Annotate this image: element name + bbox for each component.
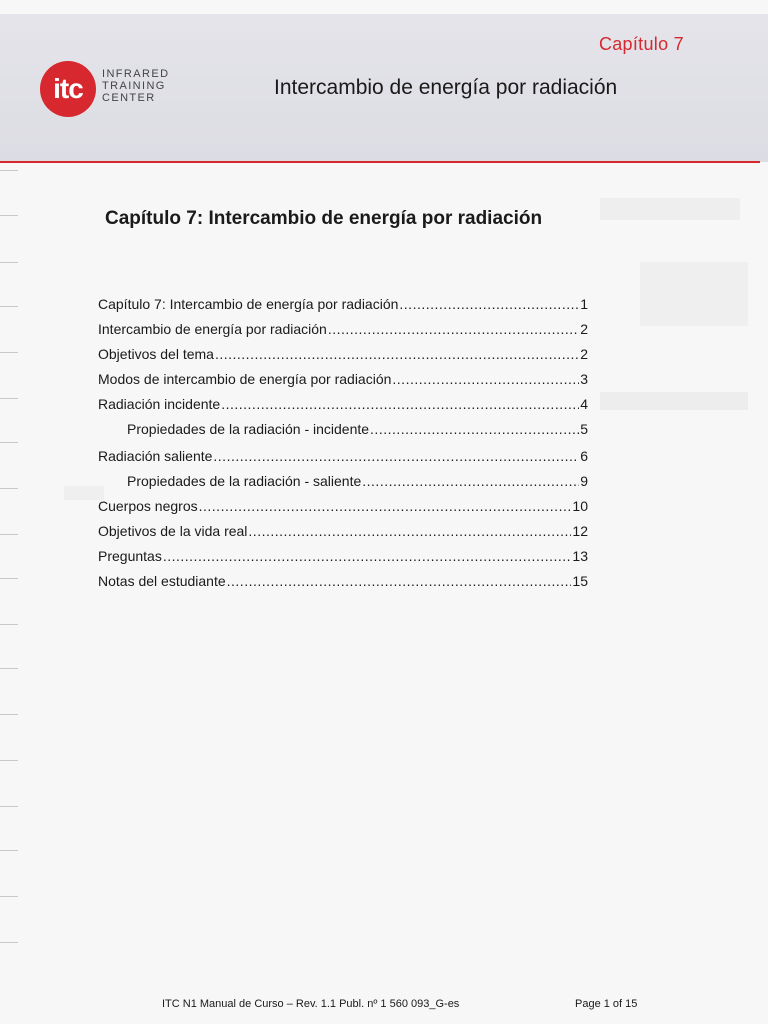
- toc-entry[interactable]: [98, 396, 588, 421]
- bleed-through-block: [640, 262, 748, 326]
- toc-entry-label: Objetivos de la vida real: [98, 523, 248, 539]
- header-title: Intercambio de energía por radiación: [274, 76, 618, 99]
- toc-entry-page: 2: [580, 346, 588, 362]
- toc-entry-label: Radiación saliente: [98, 448, 213, 464]
- toc-entry-page: 5: [580, 421, 588, 437]
- footer-page-number: Page 1 of 15: [575, 998, 638, 1010]
- header-divider: [0, 161, 760, 163]
- toc-leader: [328, 321, 579, 337]
- toc-entry-page: 3: [580, 371, 588, 387]
- toc-entry-page: 4: [580, 396, 588, 412]
- toc-entry-page: 10: [572, 498, 588, 514]
- toc-leader: [248, 523, 571, 539]
- logo-wordmark: [102, 68, 169, 104]
- toc-entry-page: 13: [572, 548, 588, 564]
- toc-entry-label: Propiedades de la radiación - saliente: [127, 473, 362, 489]
- toc-entry-page: 9: [580, 473, 588, 489]
- toc-entry[interactable]: [98, 371, 588, 396]
- toc-entry-page: 2: [580, 321, 588, 337]
- toc-entry[interactable]: [98, 573, 588, 598]
- toc-entry[interactable]: [98, 448, 588, 473]
- toc-leader: [370, 421, 579, 437]
- toc-entry-page: 1: [580, 296, 588, 312]
- toc-leader: [399, 296, 579, 312]
- toc-entry[interactable]: [98, 498, 588, 523]
- logo-line: TRAINING: [102, 80, 166, 92]
- toc-entry-label: Cuerpos negros: [98, 498, 198, 514]
- toc-leader: [199, 498, 572, 514]
- toc-entry-page: 15: [572, 573, 588, 589]
- table-of-contents: [98, 296, 588, 598]
- toc-leader: [227, 573, 572, 589]
- toc-entry-label: Propiedades de la radiación - incidente: [127, 421, 370, 437]
- page-title: Capítulo 7: Intercambio de energía por radiación: [105, 208, 543, 229]
- toc-entry-label: Notas del estudiante: [98, 573, 226, 589]
- toc-leader: [215, 346, 579, 362]
- toc-entry-page: 6: [580, 448, 588, 464]
- bleed-through-block: [600, 198, 740, 220]
- toc-entry-label: Radiación incidente: [98, 396, 221, 412]
- toc-leader: [221, 396, 579, 412]
- toc-subentry[interactable]: [98, 421, 588, 446]
- toc-entry-label: Intercambio de energía por radiación: [98, 321, 327, 337]
- toc-leader: [213, 448, 579, 464]
- footer-doc-info: ITC N1 Manual de Curso – Rev. 1.1 Publ. nº 1 560 093_G-es: [162, 998, 460, 1010]
- toc-entry-label: Modos de intercambio de energía por radiación: [98, 371, 392, 387]
- toc-leader: [362, 473, 579, 489]
- toc-entry-label: Capítulo 7: Intercambio de energía por radiación: [98, 296, 399, 312]
- toc-entry[interactable]: [98, 548, 588, 573]
- logo-line: CENTER: [102, 92, 156, 104]
- toc-entry[interactable]: [98, 321, 588, 346]
- bleed-through-block: [600, 392, 748, 410]
- logo-mark: itc: [53, 73, 83, 104]
- toc-subentry[interactable]: [98, 473, 588, 498]
- itc-logo: [40, 61, 96, 117]
- toc-entry-page: 12: [572, 523, 588, 539]
- toc-entry[interactable]: [98, 523, 588, 548]
- toc-entry-label: Objetivos del tema: [98, 346, 214, 362]
- logo-line: INFRARED: [102, 68, 170, 80]
- toc-entry-label: Preguntas: [98, 548, 162, 564]
- toc-entry[interactable]: [98, 346, 588, 371]
- chapter-tag: Capítulo 7: [598, 34, 684, 54]
- toc-leader: [392, 371, 579, 387]
- toc-leader: [163, 548, 572, 564]
- toc-entry[interactable]: [98, 296, 588, 321]
